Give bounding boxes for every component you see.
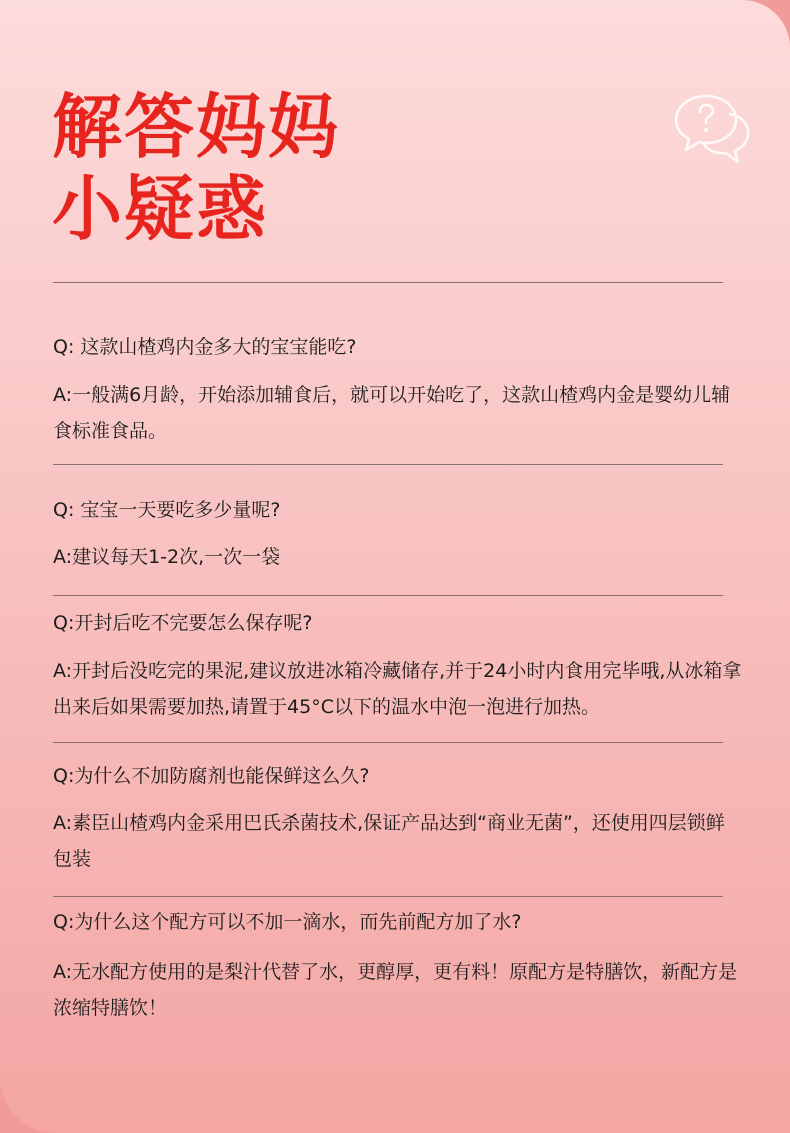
answer-1: A:一般满6月龄，开始添加辅食后，就可以开始吃了，这款山楂鸡内金是婴幼儿辅食标准食品。 xyxy=(53,384,731,442)
answer-5: A:无水配方使用的是梨汁代替了水，更醇厚，更有料！原配方是特膳饮，新配方是浓缩特膳饮！ xyxy=(53,961,738,1019)
divider xyxy=(53,464,723,465)
question-2: Q: 宝宝一天要吃多少量呢? xyxy=(53,499,281,521)
divider xyxy=(53,282,723,283)
question-1: Q: 这款山楂鸡内金多大的宝宝能吃? xyxy=(53,336,357,358)
divider xyxy=(53,896,723,897)
divider xyxy=(53,595,723,596)
title-line-1: 解答妈妈 xyxy=(52,86,340,168)
answer-2: A:建议每天1-2次,一次一袋 xyxy=(53,546,281,568)
divider xyxy=(53,742,723,743)
answer-4: A:素臣山楂鸡内金采用巴氏杀菌技术,保证产品达到“商业无菌”，还使用四层锁鲜包装 xyxy=(53,812,725,870)
question-4: Q:为什么不加防腐剂也能保鲜这么久? xyxy=(53,765,370,787)
title-line-2: 小疑惑 xyxy=(52,168,268,250)
answer-3: A:开封后没吃完的果泥,建议放进冰箱冷藏储存,并于24小时内食用完毕哦,从冰箱拿出来后如果需要加热,请置于45°C以下的温水中泡一泡进行加热。 xyxy=(53,660,742,718)
question-chat-bubble-icon xyxy=(672,92,752,168)
page-title xyxy=(52,86,340,250)
question-3: Q:开封后吃不完要怎么保存呢? xyxy=(53,612,313,634)
question-5: Q:为什么这个配方可以不加一滴水，而先前配方加了水? xyxy=(53,911,522,933)
